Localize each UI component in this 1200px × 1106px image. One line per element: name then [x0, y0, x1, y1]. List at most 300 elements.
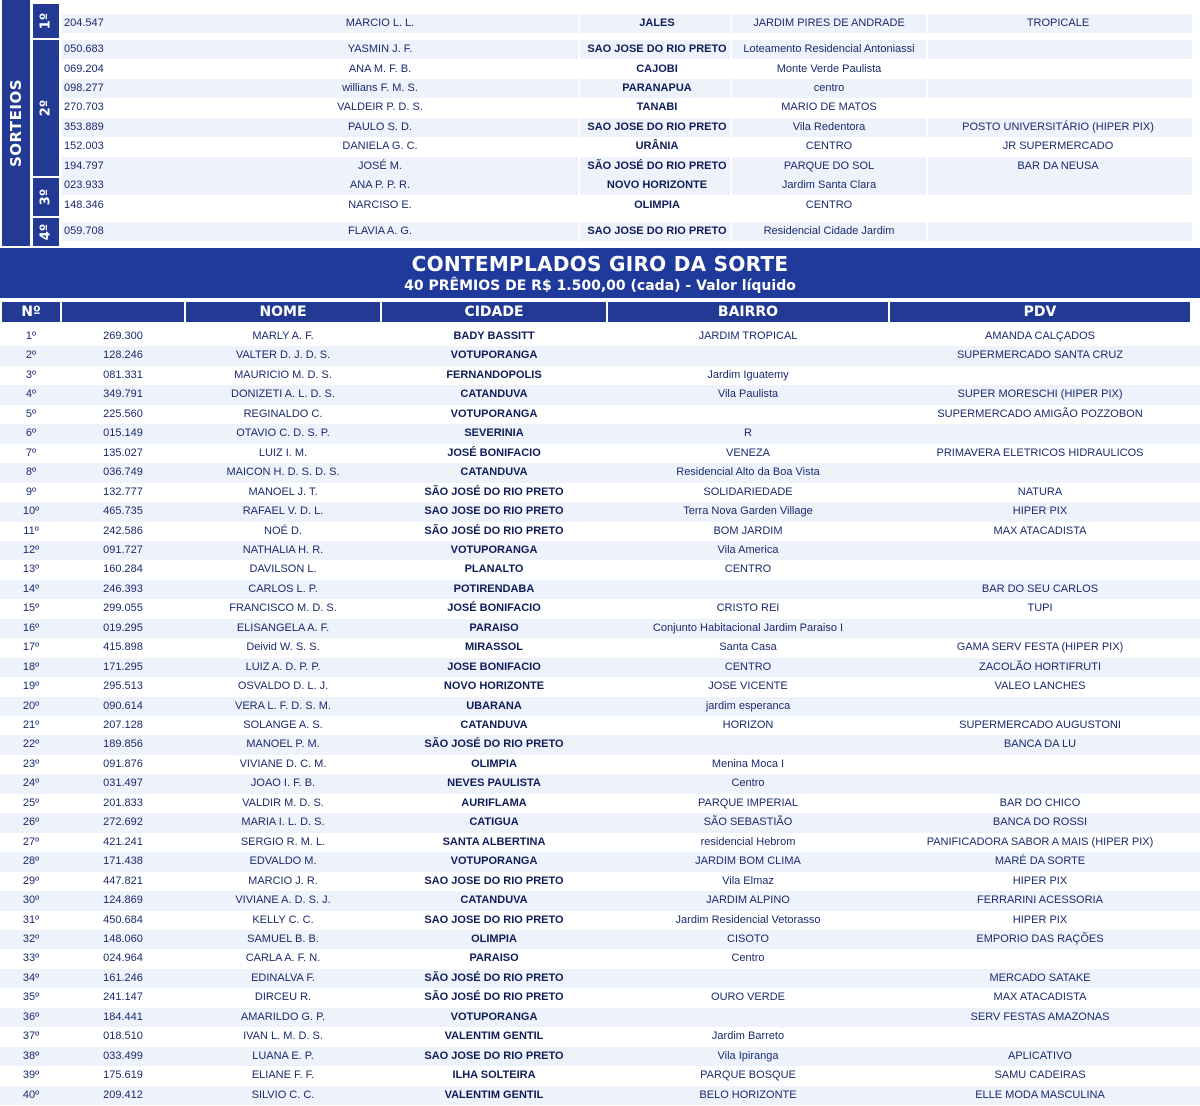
- sorteios-section: [0, 0, 1200, 246]
- sorteio-cell-num: 270.703: [64, 101, 104, 113]
- winner-cell-cidade: NEVES PAULISTA: [447, 777, 541, 790]
- winner-cell-pdv: SUPERMERCADO SANTA CRUZ: [956, 349, 1124, 362]
- winner-cell-bairro: Vila Ipiranga: [717, 1049, 779, 1062]
- sorteio-cell-bairro: Residencial Cidade Jardim: [763, 225, 895, 237]
- winner-cell-pos: 3º: [25, 368, 37, 381]
- winner-cell-pdv: BAR DO SEU CARLOS: [981, 582, 1099, 595]
- winner-cell-pdv: VALEO LANCHES: [994, 680, 1086, 693]
- sorteio-cell-bairro: centro: [813, 82, 845, 94]
- winner-cell-pdv: EMPORIO DAS RAÇÕES: [976, 932, 1104, 945]
- winner-cell-bairro: Menina Moca I: [711, 757, 785, 770]
- sorteio-cell-pdv: [928, 60, 1188, 79]
- winner-cell-cidade: SÃO JOSÉ DO RIO PRETO: [424, 971, 564, 984]
- winner-row: [0, 463, 1200, 483]
- winner-row: [0, 852, 1200, 872]
- winner-cell-nome: DAVILSON L.: [249, 563, 317, 576]
- winner-cell-pdv: SERV FESTAS AMAZONAS: [970, 1010, 1110, 1023]
- winner-cell-cidade: PARAISO: [469, 952, 519, 965]
- sorteio-row: [62, 98, 1192, 117]
- winner-cell-num: 015.149: [103, 427, 143, 440]
- winner-cell-num: 447.821: [103, 874, 143, 887]
- sorteio-cell-num: 023.933: [64, 179, 104, 191]
- winner-cell-num: 272.692: [103, 816, 143, 829]
- winner-cell-pos: 10º: [22, 505, 40, 518]
- winner-cell-pos: 19º: [22, 680, 40, 693]
- winner-cell-cidade: VOTUPORANGA: [450, 349, 538, 362]
- winner-cell-pos: 30º: [22, 894, 40, 907]
- winner-cell-cidade: NOVO HORIZONTE: [443, 680, 545, 693]
- draw-group-3-label: [33, 178, 59, 216]
- winner-cell-pos: 34º: [22, 971, 40, 984]
- sorteio-cell-cidade: SAO JOSE DO RIO PRETO: [587, 43, 727, 55]
- draw-group-2-text: 2º: [38, 99, 54, 117]
- winner-cell-pdv: [890, 560, 1190, 580]
- winner-cell-pdv: PRIMAVERA ELETRICOS HIDRAULICOS: [936, 446, 1144, 459]
- sorteio-row: [62, 14, 1192, 33]
- winner-row: [0, 735, 1200, 755]
- header-pos: Nº: [2, 302, 60, 322]
- winner-cell-bairro: SÃO SEBASTIÃO: [703, 816, 793, 829]
- winner-row: [0, 385, 1200, 405]
- winner-cell-bairro: JARDIM TROPICAL: [698, 330, 798, 342]
- winner-cell-pos: 7º: [25, 446, 37, 459]
- sorteio-cell-cidade: PARANAPUA: [622, 82, 692, 94]
- sorteio-row: [62, 118, 1192, 137]
- winner-cell-num: 207.128: [103, 719, 143, 731]
- winner-cell-pdv: BANCA DA LU: [1003, 738, 1077, 751]
- winner-cell-pos: 4º: [25, 388, 37, 401]
- winner-cell-bairro: JARDIM BOM CLIMA: [695, 855, 801, 868]
- sorteio-cell-cidade: TANABI: [636, 101, 678, 113]
- winner-row: [0, 1047, 1200, 1067]
- header-cidade: CIDADE: [382, 302, 606, 322]
- winner-row: [0, 580, 1200, 600]
- winner-cell-bairro: Residencial Alto da Boa Vista: [676, 466, 820, 479]
- sorteio-cell-bairro: MARIO DE MATOS: [781, 101, 877, 113]
- winner-cell-cidade: VOTUPORANGA: [450, 543, 538, 556]
- winner-row: [0, 813, 1200, 833]
- winner-cell-num: 090.614: [103, 699, 143, 712]
- winner-cell-cidade: VOTUPORANGA: [450, 1010, 538, 1023]
- sorteio-cell-nome: VALDEIR P. D. S.: [337, 101, 423, 113]
- winner-cell-bairro: Vila Elmaz: [722, 874, 774, 887]
- winner-cell-num: 160.284: [103, 563, 143, 576]
- sorteio-cell-pdv: JR SUPERMERCADO: [1002, 140, 1114, 152]
- winner-cell-pos: 15º: [22, 602, 40, 615]
- sorteio-cell-pdv: POSTO UNIVERSITÁRIO (HIPER PIX): [962, 121, 1154, 133]
- winner-cell-pdv: SUPER MORESCHI (HIPER PIX): [957, 388, 1123, 401]
- sorteio-cell-bairro: CENTRO: [805, 140, 853, 152]
- banner-title: CONTEMPLADOS GIRO DA SORTE: [411, 252, 789, 276]
- winner-cell-nome: ELISANGELA A. F.: [236, 621, 330, 634]
- winner-cell-cidade: SAO JOSE DO RIO PRETO: [424, 1049, 564, 1062]
- winner-cell-pos: 28º: [22, 855, 40, 868]
- winner-cell-num: 031.497: [103, 777, 143, 790]
- winner-cell-cidade: PARAISO: [469, 621, 519, 634]
- winner-cell-cidade: JOSÉ BONIFACIO: [447, 446, 541, 459]
- winner-cell-pdv: HIPER PIX: [1012, 913, 1068, 926]
- winner-cell-bairro: PARQUE BOSQUE: [700, 1069, 796, 1082]
- winner-cell-nome: LUIZ A. D. P. P.: [245, 660, 321, 673]
- winner-cell-pdv: HIPER PIX: [1012, 874, 1068, 887]
- winner-cell-num: 242.586: [103, 524, 143, 537]
- winner-cell-pos: 16º: [22, 621, 40, 634]
- winner-cell-num: 171.438: [103, 855, 143, 868]
- sorteio-cell-nome: YASMIN J. F.: [347, 43, 413, 55]
- winner-cell-nome: RAFAEL V. D. L.: [242, 505, 324, 518]
- winner-row: [0, 677, 1200, 697]
- winner-cell-pdv: SUPERMERCADO AMIGÃO POZZOBON: [937, 407, 1143, 420]
- winner-cell-pos: 2º: [25, 349, 37, 362]
- winner-cell-pos: 33º: [22, 952, 40, 965]
- winner-cell-num: 019.295: [103, 621, 143, 634]
- column-separator: [730, 0, 732, 246]
- winner-cell-num: 132.777: [103, 485, 143, 498]
- sorteio-row: [62, 137, 1192, 156]
- winner-cell-bairro: Santa Casa: [719, 641, 777, 654]
- winner-row: [0, 405, 1200, 425]
- sorteio-cell-bairro: JARDIM PIRES DE ANDRADE: [753, 17, 905, 29]
- winner-cell-nome: KELLY C. C.: [252, 913, 314, 926]
- winner-cell-bairro: OURO VERDE: [711, 991, 785, 1004]
- winner-cell-pdv: PANIFICADORA SABOR A MAIS (HIPER PIX): [926, 835, 1154, 848]
- winner-cell-nome: SILVIO C. C.: [251, 1088, 315, 1101]
- winner-cell-num: 081.331: [103, 368, 143, 381]
- winner-cell-pos: 21º: [22, 719, 40, 731]
- winner-cell-bairro: JOSE VICENTE: [708, 680, 788, 693]
- winner-cell-bairro: BOM JARDIM: [713, 524, 783, 537]
- winner-cell-bairro: Jardim Iguatemy: [707, 368, 789, 381]
- winner-cell-pdv: NATURA: [1017, 485, 1063, 498]
- winner-cell-pos: 29º: [22, 874, 40, 887]
- winner-cell-pdv: [890, 541, 1190, 561]
- sorteio-cell-num: 050.683: [64, 43, 104, 55]
- winner-row: [0, 774, 1200, 794]
- winner-cell-nome: MAURICIO M. D. S.: [234, 368, 332, 381]
- sorteio-cell-bairro: PARQUE DO SOL: [783, 160, 875, 172]
- winner-cell-bairro: [608, 405, 888, 425]
- winner-row: [0, 872, 1200, 892]
- draw-group-1-text: 1º: [38, 12, 54, 30]
- winner-cell-cidade: SAO JOSE DO RIO PRETO: [424, 874, 564, 887]
- winner-cell-nome: MANOEL P. M.: [246, 738, 320, 751]
- winner-row: [0, 988, 1200, 1008]
- sorteio-cell-cidade: SAO JOSE DO RIO PRETO: [587, 121, 727, 133]
- sorteio-cell-pdv: [928, 79, 1188, 98]
- winner-cell-num: 091.876: [103, 757, 143, 770]
- winner-cell-pos: 35º: [22, 991, 40, 1004]
- winner-cell-pdv: SAMU CADEIRAS: [994, 1069, 1086, 1082]
- winner-cell-num: 036.749: [103, 466, 143, 479]
- winner-cell-cidade: SAO JOSE DO RIO PRETO: [424, 913, 564, 926]
- sorteio-row: [62, 79, 1192, 98]
- winner-row: [0, 794, 1200, 814]
- winner-cell-num: 201.833: [103, 796, 143, 809]
- winner-cell-bairro: CENTRO: [724, 660, 772, 673]
- winner-cell-nome: VIVIANE A. D. S. J.: [235, 894, 331, 907]
- sorteio-cell-bairro: CENTRO: [805, 199, 853, 211]
- header-pdv: PDV: [890, 302, 1190, 322]
- winner-cell-pdv: [890, 424, 1190, 444]
- sorteio-cell-nome: FLAVIA A. G.: [348, 225, 412, 237]
- winner-cell-pdv: MARÉ DA SORTE: [994, 855, 1086, 868]
- winner-cell-num: 128.246: [103, 349, 143, 362]
- winner-cell-pos: 11º: [23, 524, 39, 537]
- sorteio-cell-num: 098.277: [64, 82, 104, 94]
- winner-cell-num: 465.735: [103, 505, 143, 518]
- winner-cell-pos: 1º: [25, 330, 37, 342]
- winner-row: [0, 502, 1200, 522]
- winner-cell-bairro: [608, 735, 888, 755]
- winner-cell-pdv: [890, 949, 1190, 969]
- winner-cell-cidade: CATANDUVA: [460, 388, 528, 401]
- winner-cell-num: 148.060: [103, 932, 143, 945]
- winner-cell-pos: 17º: [22, 641, 40, 654]
- winner-cell-bairro: Vila Paulista: [717, 388, 779, 401]
- sorteio-row: [62, 222, 1192, 241]
- winner-cell-cidade: SAO JOSE DO RIO PRETO: [424, 505, 564, 518]
- winner-cell-nome: FRANCISCO M. D. S.: [229, 602, 337, 615]
- winner-cell-pos: 9º: [25, 485, 37, 498]
- winner-cell-bairro: jardim esperanca: [705, 699, 791, 712]
- winner-cell-pdv: ELLE MODA MASCULINA: [975, 1088, 1105, 1101]
- winner-cell-pos: 39º: [22, 1069, 40, 1082]
- sorteio-cell-cidade: SÃO JOSÉ DO RIO PRETO: [587, 160, 727, 172]
- winner-cell-pos: 36º: [22, 1010, 40, 1023]
- winner-row: [0, 599, 1200, 619]
- winner-cell-cidade: AURIFLAMA: [461, 796, 527, 809]
- winner-cell-cidade: SANTA ALBERTINA: [442, 835, 546, 848]
- winner-cell-pos: 32º: [22, 932, 40, 945]
- winner-cell-num: 135.027: [103, 446, 143, 459]
- winner-cell-pdv: [890, 774, 1190, 794]
- winner-cell-bairro: [608, 580, 888, 600]
- sorteio-cell-nome: ANA P. P. R.: [349, 179, 411, 191]
- winner-row: [0, 444, 1200, 464]
- winner-cell-nome: OTAVIO C. D. S. P.: [236, 427, 330, 440]
- winner-cell-nome: MARLY A. F.: [252, 330, 314, 342]
- winner-cell-pdv: [890, 755, 1190, 775]
- giro-banner: [0, 248, 1200, 298]
- winner-cell-cidade: CATANDUVA: [460, 894, 528, 907]
- winner-cell-cidade: SEVERINIA: [464, 427, 524, 440]
- column-separator: [926, 0, 928, 246]
- sorteio-cell-pdv: [928, 222, 1188, 241]
- winner-cell-num: 299.055: [103, 602, 143, 615]
- sorteio-cell-pdv: [928, 176, 1188, 195]
- winner-cell-pdv: MERCADO SATAKE: [989, 971, 1091, 984]
- sorteio-cell-nome: ANA M. F. B.: [348, 63, 412, 75]
- winner-cell-nome: OSVALDO D. L. J.: [237, 680, 329, 693]
- winner-cell-pos: 22º: [22, 738, 40, 751]
- winner-cell-bairro: [608, 346, 888, 366]
- winner-cell-bairro: CISOTO: [727, 932, 769, 945]
- winner-cell-nome: DIRCEU R.: [254, 991, 312, 1004]
- winner-cell-nome: SAMUEL B. B.: [247, 932, 319, 945]
- winner-cell-bairro: JARDIM ALPINO: [706, 894, 790, 907]
- winner-row: [0, 833, 1200, 853]
- winner-cell-bairro: Terra Nova Garden Village: [683, 505, 813, 518]
- column-separator: [578, 0, 580, 246]
- winner-cell-cidade: OLIMPIA: [471, 932, 517, 945]
- winner-cell-cidade: VALENTIM GENTIL: [444, 1088, 544, 1101]
- sorteio-cell-nome: DANIELA G. C.: [342, 140, 418, 152]
- sorteio-cell-cidade: SAO JOSE DO RIO PRETO: [587, 225, 727, 237]
- winner-cell-pos: 25º: [22, 796, 40, 809]
- winner-cell-pos: 13º: [22, 563, 40, 576]
- winner-cell-num: 295.513: [103, 680, 143, 693]
- winner-cell-bairro: BELO HORIZONTE: [699, 1088, 797, 1101]
- winner-cell-pdv: BANCA DO ROSSI: [992, 816, 1088, 829]
- winner-cell-pos: 6º: [25, 427, 37, 440]
- winner-cell-nome: REGINALDO C.: [243, 407, 323, 420]
- winner-cell-cidade: FERNANDOPOLIS: [446, 368, 542, 381]
- header-nome: NOME: [186, 302, 380, 322]
- winner-cell-nome: VALTER D. J. D. S.: [235, 349, 331, 362]
- sorteio-cell-nome: JOSÉ M.: [357, 160, 402, 172]
- winner-row: [0, 560, 1200, 580]
- winner-cell-num: 246.393: [103, 582, 143, 595]
- winner-row: [0, 1066, 1200, 1086]
- winner-row: [0, 619, 1200, 639]
- winner-cell-nome: MANOEL J. T.: [248, 485, 318, 498]
- winner-cell-pdv: APLICATIVO: [1008, 1049, 1072, 1062]
- winner-cell-num: 415.898: [103, 641, 143, 654]
- winner-cell-num: 269.300: [103, 330, 143, 342]
- winner-row: [0, 1008, 1200, 1028]
- winner-cell-pdv: [890, 366, 1190, 386]
- winner-row: [0, 911, 1200, 931]
- winner-cell-nome: LUIZ I. M.: [258, 446, 308, 459]
- winner-cell-nome: DONIZETI A. L. D. S.: [231, 388, 335, 401]
- winner-cell-pos: 18º: [22, 660, 40, 673]
- winner-cell-bairro: Jardim Barreto: [711, 1030, 785, 1043]
- winner-cell-bairro: CRISTO REI: [716, 602, 780, 615]
- sorteio-cell-bairro: Monte Verde Paulista: [776, 63, 882, 75]
- winner-cell-pdv: AMANDA CALÇADOS: [984, 330, 1096, 342]
- winner-cell-nome: JOAO I. F. B.: [250, 777, 316, 790]
- winner-row: [0, 522, 1200, 542]
- winner-row: [0, 483, 1200, 503]
- sorteio-cell-bairro: Loteamento Residencial Antoniassi: [743, 43, 915, 55]
- sorteio-cell-nome: NARCISO E.: [348, 199, 412, 211]
- winner-cell-pdv: [890, 619, 1190, 639]
- winner-cell-pdv: TUPI: [1027, 602, 1053, 615]
- winner-row: [0, 930, 1200, 950]
- winner-cell-pos: 5º: [25, 407, 37, 420]
- sorteios-label: [2, 0, 30, 246]
- winner-cell-num: 091.727: [103, 543, 143, 556]
- banner-subtitle: 40 PRÊMIOS DE R$ 1.500,00 (cada) - Valor líquido: [404, 278, 796, 294]
- winner-cell-cidade: VALENTIM GENTIL: [444, 1030, 544, 1043]
- winner-cell-nome: SOLANGE A. S.: [243, 719, 323, 731]
- winner-cell-nome: Deivid W. S. S.: [246, 641, 320, 654]
- sorteio-cell-pdv: BAR DA NEUSA: [1017, 160, 1099, 172]
- winner-cell-pos: 23º: [22, 757, 40, 770]
- winner-cell-cidade: VOTUPORANGA: [450, 407, 538, 420]
- winner-row: [0, 424, 1200, 444]
- winner-cell-bairro: [608, 1008, 888, 1028]
- sorteio-row: [62, 60, 1192, 79]
- winner-cell-nome: IVAN L. M. D. S.: [243, 1030, 323, 1043]
- sorteio-cell-bairro: Vila Redentora: [792, 121, 866, 133]
- winner-row: [0, 366, 1200, 386]
- winner-cell-pos: 31º: [22, 913, 40, 926]
- winner-cell-num: 225.560: [103, 407, 143, 420]
- winner-cell-cidade: BADY BASSITT: [453, 330, 535, 342]
- winner-row: [0, 638, 1200, 658]
- sorteio-row: [62, 196, 1192, 215]
- winner-cell-bairro: VENEZA: [725, 446, 770, 459]
- winner-cell-pos: 40º: [22, 1088, 40, 1101]
- sorteio-cell-num: 353.889: [64, 121, 104, 133]
- winner-cell-cidade: SÃO JOSÉ DO RIO PRETO: [424, 524, 564, 537]
- winner-cell-nome: NATHALIA H. R.: [242, 543, 324, 556]
- header-number: [62, 302, 184, 322]
- winner-cell-pdv: MAX ATACADISTA: [993, 991, 1087, 1004]
- winner-cell-nome: VALDIR M. D. S.: [242, 796, 324, 809]
- winner-cell-pdv: [890, 697, 1190, 717]
- winner-cell-pos: 8º: [25, 466, 37, 479]
- winner-cell-num: 171.295: [103, 660, 143, 673]
- sorteio-cell-num: 152.003: [64, 140, 104, 152]
- sorteios-label-text: SORTEIOS: [7, 78, 25, 168]
- winner-cell-bairro: residencial Hebrom: [700, 835, 796, 848]
- winner-cell-num: 450.684: [103, 913, 143, 926]
- sorteio-cell-pdv: [928, 196, 1188, 215]
- winner-row: [0, 891, 1200, 911]
- header-bairro: BAIRRO: [608, 302, 888, 322]
- winner-cell-cidade: SÃO JOSÉ DO RIO PRETO: [424, 991, 564, 1004]
- winner-cell-pos: 24º: [22, 777, 40, 790]
- winner-cell-pos: 37º: [22, 1030, 40, 1043]
- winner-row: [0, 755, 1200, 775]
- winner-row: [0, 969, 1200, 989]
- sorteio-cell-cidade: CAJOBI: [636, 63, 678, 75]
- sorteio-cell-num: 204.547: [64, 17, 104, 29]
- winner-cell-cidade: SÃO JOSÉ DO RIO PRETO: [424, 485, 564, 498]
- winner-cell-bairro: PARQUE IMPERIAL: [697, 796, 799, 809]
- sorteio-row: [62, 157, 1192, 176]
- winner-cell-num: 349.791: [103, 388, 143, 401]
- winner-cell-cidade: MIRASSOL: [464, 641, 524, 654]
- winner-cell-pdv: GAMA SERV FESTA (HIPER PIX): [956, 641, 1124, 654]
- draw-group-1-label: [33, 4, 59, 38]
- winner-cell-cidade: SÃO JOSÉ DO RIO PRETO: [424, 738, 564, 751]
- winner-cell-num: 024.964: [103, 952, 143, 965]
- sorteio-row: [62, 40, 1192, 59]
- winner-cell-cidade: PLANALTO: [464, 563, 524, 576]
- winner-cell-pdv: MAX ATACADISTA: [993, 524, 1087, 537]
- winner-row: [0, 697, 1200, 717]
- winner-row: [0, 541, 1200, 561]
- winner-cell-bairro: HORIZON: [722, 719, 774, 731]
- sorteio-cell-pdv: [928, 40, 1188, 59]
- sorteio-cell-bairro: Jardim Santa Clara: [781, 179, 877, 191]
- winner-row: [0, 327, 1200, 347]
- winner-cell-pos: 12º: [22, 543, 40, 556]
- winner-cell-cidade: JOSE BONIFACIO: [447, 660, 541, 673]
- sorteio-cell-nome: PAULO S. D.: [348, 121, 412, 133]
- winner-cell-pdv: HIPER PIX: [1012, 505, 1068, 518]
- winner-cell-pdv: BAR DO CHICO: [999, 796, 1081, 809]
- winner-cell-num: 189.856: [103, 738, 143, 751]
- winner-row: [0, 658, 1200, 678]
- winner-cell-cidade: UBARANA: [466, 699, 522, 712]
- winner-cell-cidade: CATANDUVA: [460, 719, 528, 731]
- sorteio-cell-cidade: OLIMPIA: [634, 199, 680, 211]
- winner-cell-bairro: SOLIDARIEDADE: [703, 485, 793, 498]
